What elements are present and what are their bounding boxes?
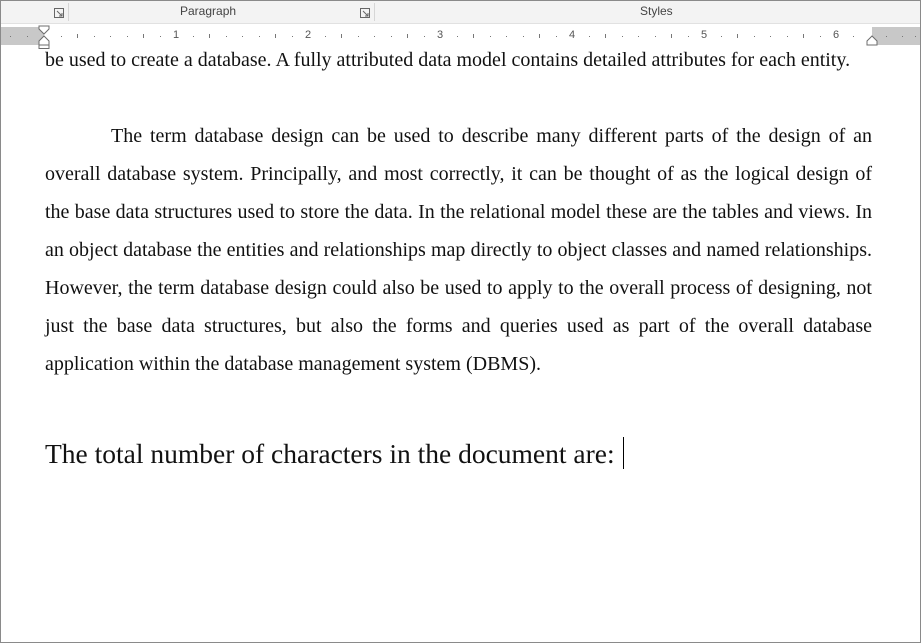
ruler-number: 1 [172,29,180,41]
paragraph-group-label: Paragraph [180,4,237,18]
database-design-paragraph: The term database design can be used to describe many different parts of the design of an overall database system. Principally, and most correctly, it can be thought of as the logical design of the base data structures used to store the data. In the relational model these are the tables and views. In an object database the entities and relationships map directly to object classes and named relationships. However, the term database design could also be used to apply to the overall process of designing, not just the base data structures, but also the forms and queries used as part of the overall database application within the database management system (DBMS). [45,125,872,375]
ruler-number: 5 [700,29,708,41]
character-count-text: The total number of characters in the document are: [45,438,615,469]
ruler-number: 2 [304,29,312,41]
ruler-number: 6 [832,29,840,41]
ruler-number: 3 [436,29,444,41]
paragraph-dialog-launcher-icon[interactable] [360,5,370,15]
group-separator [68,3,69,21]
ruler-number: 4 [568,29,576,41]
partial-paragraph: be used to create a database. A fully attributed data model contains detailed attributes for each entity. [45,49,851,71]
font-dialog-launcher-icon[interactable] [54,5,64,15]
group-separator [374,3,375,21]
document-page[interactable] [45,41,872,474]
styles-group-label: Styles [640,4,673,18]
character-count-line [45,434,872,474]
text-cursor [623,437,624,469]
ribbon-group-strip [1,1,920,24]
